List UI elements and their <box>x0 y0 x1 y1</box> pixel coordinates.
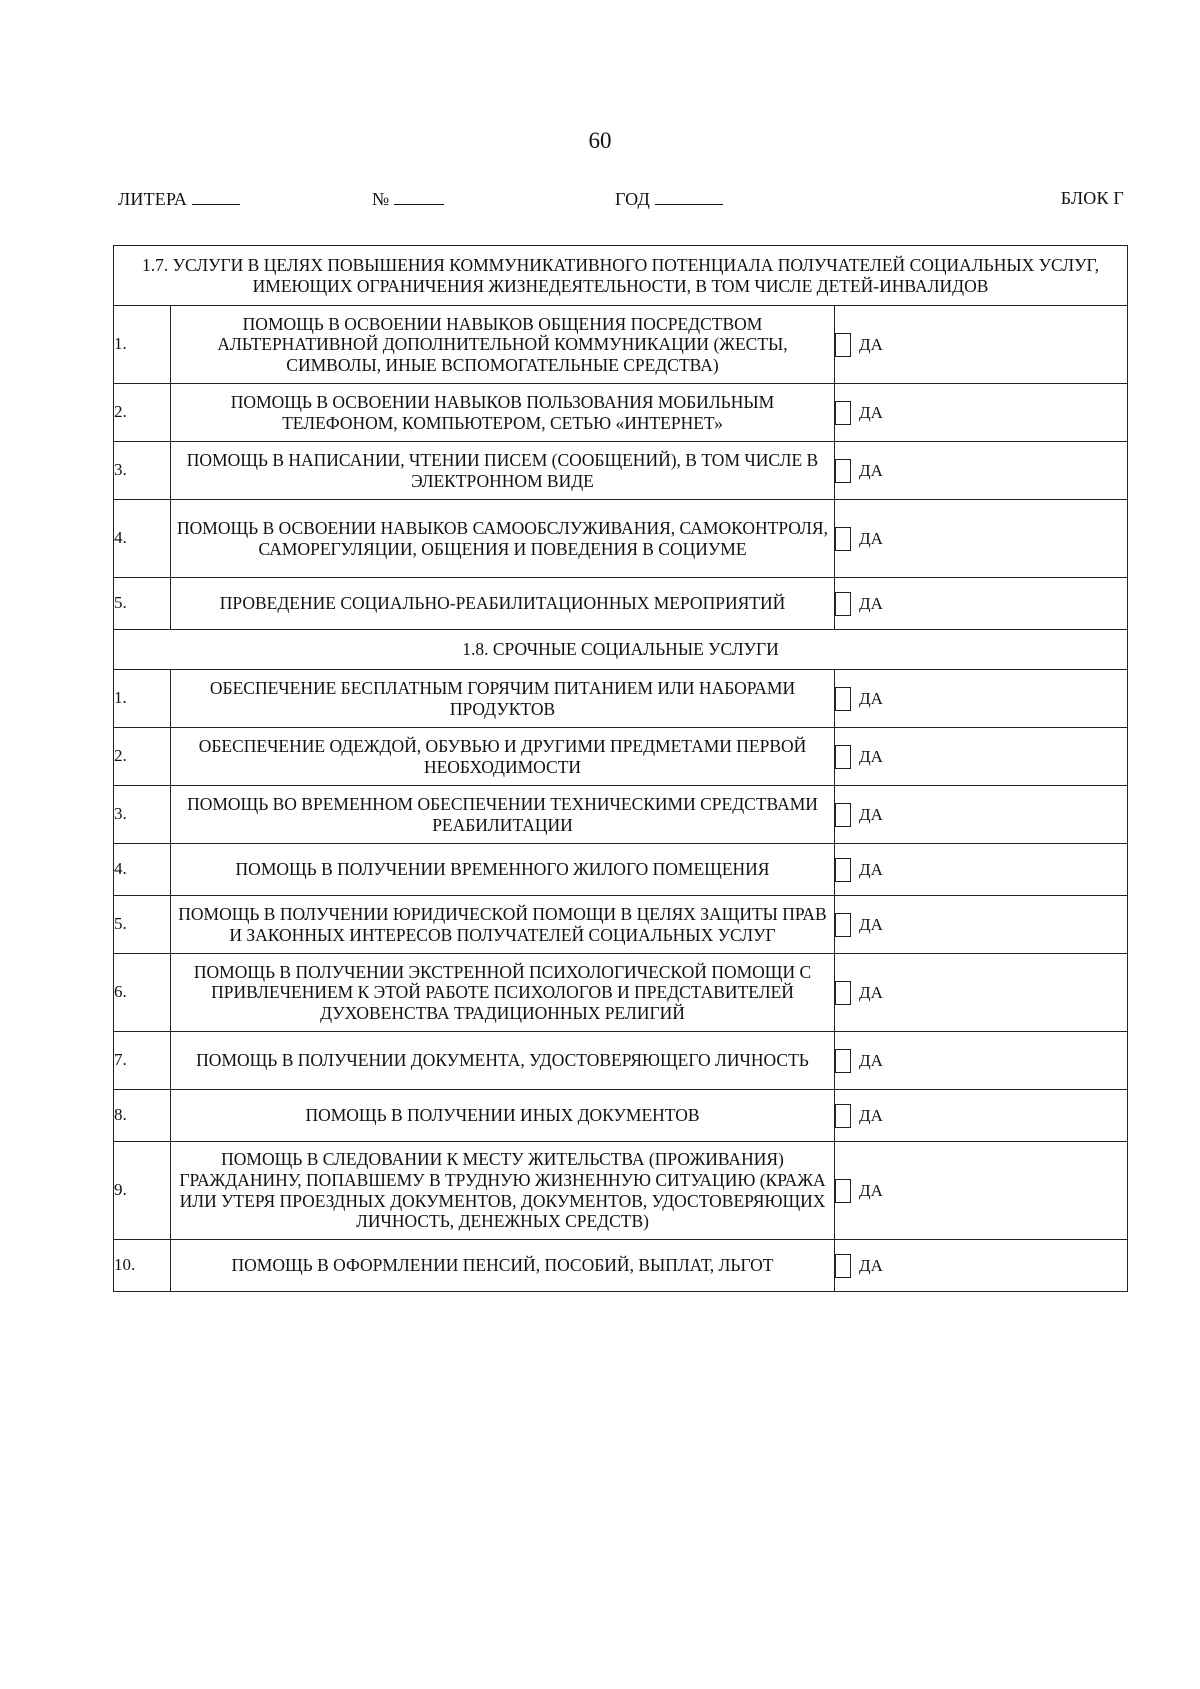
table-row <box>114 954 1128 1032</box>
yes-label: ДА <box>859 746 883 766</box>
yes-label: ДА <box>859 460 883 480</box>
row-number: 1. <box>114 670 171 728</box>
row-number: 9. <box>114 1142 171 1240</box>
row-number: 1. <box>114 306 171 384</box>
yes-checkbox-cell <box>835 786 1128 844</box>
year-label: ГОД <box>615 189 650 209</box>
yes-checkbox[interactable] <box>835 981 851 1005</box>
table-row <box>114 1090 1128 1142</box>
table-row <box>114 578 1128 630</box>
yes-checkbox-cell <box>835 844 1128 896</box>
yes-label: ДА <box>859 1105 883 1125</box>
yes-label: ДА <box>859 1050 883 1070</box>
table-row <box>114 1032 1128 1090</box>
yes-checkbox-cell <box>835 1090 1128 1142</box>
service-description: ПОМОЩЬ В ПОЛУЧЕНИИ ЭКСТРЕННОЙ ПСИХОЛОГИЧЕСКОЙ ПОМОЩИ С ПРИВЛЕЧЕНИЕМ К ЭТОЙ РАБОТЕ ПСИХОЛОГОВ И ПРЕДСТАВИТЕЛЕЙ ДУХОВЕНСТВА ТРАДИЦИОННЫХ РЕЛИГИЙ <box>171 954 835 1032</box>
table-row <box>114 1142 1128 1240</box>
row-number: 2. <box>114 384 171 442</box>
yes-checkbox[interactable] <box>835 1049 851 1073</box>
service-description: ПОМОЩЬ В ОСВОЕНИИ НАВЫКОВ САМООБСЛУЖИВАНИЯ, САМОКОНТРОЛЯ, САМОРЕГУЛЯЦИИ, ОБЩЕНИЯ И ПОВЕДЕНИЯ В СОЦИУМЕ <box>171 500 835 578</box>
service-description: ПОМОЩЬ В ОСВОЕНИИ НАВЫКОВ ОБЩЕНИЯ ПОСРЕДСТВОМ АЛЬТЕРНАТИВНОЙ ДОПОЛНИТЕЛЬНОЙ КОММУНИКАЦИИ (ЖЕСТЫ, СИМВОЛЫ, ИНЫЕ ВСПОМОГАТЕЛЬНЫЕ СРЕДСТВА) <box>171 306 835 384</box>
service-description: ОБЕСПЕЧЕНИЕ ОДЕЖДОЙ, ОБУВЬЮ И ДРУГИМИ ПРЕДМЕТАМИ ПЕРВОЙ НЕОБХОДИМОСТИ <box>171 728 835 786</box>
yes-checkbox[interactable] <box>835 527 851 551</box>
yes-checkbox[interactable] <box>835 803 851 827</box>
row-number: 7. <box>114 1032 171 1090</box>
table-row <box>114 384 1128 442</box>
year-blank[interactable] <box>655 188 723 205</box>
service-description: ПОМОЩЬ В ОСВОЕНИИ НАВЫКОВ ПОЛЬЗОВАНИЯ МОБИЛЬНЫМ ТЕЛЕФОНОМ, КОМПЬЮТЕРОМ, СЕТЬЮ «ИНТЕРНЕТ» <box>171 384 835 442</box>
yes-label: ДА <box>859 1180 883 1200</box>
number-blank[interactable] <box>394 188 444 205</box>
page-number: 60 <box>588 128 612 153</box>
yes-label: ДА <box>859 528 883 548</box>
service-description: ПОМОЩЬ В ПОЛУЧЕНИИ ЮРИДИЧЕСКОЙ ПОМОЩИ В ЦЕЛЯХ ЗАЩИТЫ ПРАВ И ЗАКОННЫХ ИНТЕРЕСОВ ПОЛУЧАТЕЛЕЙ СОЦИАЛЬНЫХ УСЛУГ <box>171 896 835 954</box>
yes-checkbox[interactable] <box>835 858 851 882</box>
row-number: 4. <box>114 844 171 896</box>
litera-label: ЛИТЕРА <box>118 189 188 209</box>
number-label: № <box>372 189 390 209</box>
row-number: 4. <box>114 500 171 578</box>
row-number: 2. <box>114 728 171 786</box>
service-description: ПОМОЩЬ В ПОЛУЧЕНИИ ДОКУМЕНТА, УДОСТОВЕРЯЮЩЕГО ЛИЧНОСТЬ <box>171 1032 835 1090</box>
service-description: ПОМОЩЬ ВО ВРЕМЕННОМ ОБЕСПЕЧЕНИИ ТЕХНИЧЕСКИМИ СРЕДСТВАМИ РЕАБИЛИТАЦИИ <box>171 786 835 844</box>
table-row <box>114 500 1128 578</box>
row-number: 5. <box>114 578 171 630</box>
yes-checkbox[interactable] <box>835 401 851 425</box>
row-number: 3. <box>114 786 171 844</box>
yes-checkbox-cell <box>835 728 1128 786</box>
litera-blank[interactable] <box>192 188 240 205</box>
row-number: 3. <box>114 442 171 500</box>
section-title: 1.7. УСЛУГИ В ЦЕЛЯХ ПОВЫШЕНИЯ КОММУНИКАТИВНОГО ПОТЕНЦИАЛА ПОЛУЧАТЕЛЕЙ СОЦИАЛЬНЫХ УСЛУГ, ИМЕЮЩИХ ОГРАНИЧЕНИЯ ЖИЗНЕДЕЯТЕЛЬНОСТИ, В ТОМ ЧИСЛЕ ДЕТЕЙ-ИНВАЛИДОВ <box>114 246 1128 306</box>
section-header-row <box>114 246 1128 306</box>
service-description: ПОМОЩЬ В ПОЛУЧЕНИИ ВРЕМЕННОГО ЖИЛОГО ПОМЕЩЕНИЯ <box>171 844 835 896</box>
yes-label: ДА <box>859 859 883 879</box>
yes-checkbox-cell <box>835 500 1128 578</box>
service-description: ПОМОЩЬ В ПОЛУЧЕНИИ ИНЫХ ДОКУМЕНТОВ <box>171 1090 835 1142</box>
header-litera <box>118 188 240 210</box>
service-description: ПОМОЩЬ В ОФОРМЛЕНИИ ПЕНСИЙ, ПОСОБИЙ, ВЫПЛАТ, ЛЬГОТ <box>171 1240 835 1292</box>
yes-checkbox[interactable] <box>835 913 851 937</box>
yes-checkbox-cell <box>835 578 1128 630</box>
yes-checkbox[interactable] <box>835 1254 851 1278</box>
table-row <box>114 728 1128 786</box>
yes-label: ДА <box>859 804 883 824</box>
services-form-body <box>114 246 1128 1292</box>
header-year <box>615 188 723 210</box>
section-title: 1.8. СРОЧНЫЕ СОЦИАЛЬНЫЕ УСЛУГИ <box>114 630 1128 670</box>
service-description: ПОМОЩЬ В НАПИСАНИИ, ЧТЕНИИ ПИСЕМ (СООБЩЕНИЙ), В ТОМ ЧИСЛЕ В ЭЛЕКТРОННОМ ВИДЕ <box>171 442 835 500</box>
yes-label: ДА <box>859 1255 883 1275</box>
yes-checkbox[interactable] <box>835 745 851 769</box>
table-row <box>114 844 1128 896</box>
yes-checkbox[interactable] <box>835 687 851 711</box>
table-row <box>114 670 1128 728</box>
yes-checkbox[interactable] <box>835 333 851 357</box>
section-header-row <box>114 630 1128 670</box>
yes-checkbox-cell <box>835 896 1128 954</box>
service-description: ПОМОЩЬ В СЛЕДОВАНИИ К МЕСТУ ЖИТЕЛЬСТВА (ПРОЖИВАНИЯ) ГРАЖДАНИНУ, ПОПАВШЕМУ В ТРУДНУЮ ЖИЗНЕННУЮ СИТУАЦИЮ (КРАЖА ИЛИ УТЕРЯ ПРОЕЗДНЫХ ДОКУМЕНТОВ, ДОКУМЕНТОВ, УДОСТОВЕРЯЮЩИХ ЛИЧНОСТЬ, ДЕНЕЖНЫХ СРЕДСТВ) <box>171 1142 835 1240</box>
yes-checkbox-cell <box>835 670 1128 728</box>
yes-checkbox-cell <box>835 1142 1128 1240</box>
yes-checkbox-cell <box>835 1032 1128 1090</box>
yes-checkbox[interactable] <box>835 592 851 616</box>
yes-label: ДА <box>859 402 883 422</box>
header-number <box>372 188 444 210</box>
yes-checkbox-cell <box>835 306 1128 384</box>
table-row <box>114 306 1128 384</box>
yes-label: ДА <box>859 914 883 934</box>
yes-label: ДА <box>859 688 883 708</box>
yes-checkbox[interactable] <box>835 459 851 483</box>
yes-label: ДА <box>859 593 883 613</box>
yes-checkbox[interactable] <box>835 1179 851 1203</box>
table-row <box>114 1240 1128 1292</box>
yes-label: ДА <box>859 334 883 354</box>
yes-checkbox-cell <box>835 442 1128 500</box>
block-label: БЛОК Г <box>1060 188 1124 208</box>
service-description: ПРОВЕДЕНИЕ СОЦИАЛЬНО-РЕАБИЛИТАЦИОННЫХ МЕРОПРИЯТИЙ <box>171 578 835 630</box>
table-row <box>114 442 1128 500</box>
row-number: 10. <box>114 1240 171 1292</box>
yes-checkbox-cell <box>835 1240 1128 1292</box>
yes-checkbox[interactable] <box>835 1104 851 1128</box>
table-row <box>114 896 1128 954</box>
yes-checkbox-cell <box>835 384 1128 442</box>
yes-checkbox-cell <box>835 954 1128 1032</box>
row-number: 6. <box>114 954 171 1032</box>
yes-label: ДА <box>859 982 883 1002</box>
row-number: 5. <box>114 896 171 954</box>
row-number: 8. <box>114 1090 171 1142</box>
table-row <box>114 786 1128 844</box>
service-description: ОБЕСПЕЧЕНИЕ БЕСПЛАТНЫМ ГОРЯЧИМ ПИТАНИЕМ ИЛИ НАБОРАМИ ПРОДУКТОВ <box>171 670 835 728</box>
services-form-table <box>113 245 1128 1292</box>
